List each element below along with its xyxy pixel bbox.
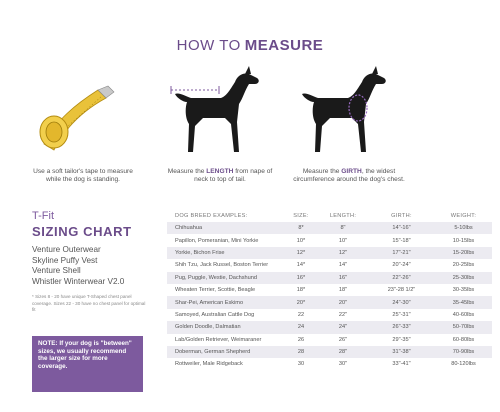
step-girth-post: , the widest circumference around the dog's chest. bbox=[293, 168, 405, 183]
cell-weight: 70-90lbs bbox=[452, 349, 475, 356]
header-girth: GIRTH: bbox=[391, 212, 412, 219]
table-row bbox=[167, 309, 492, 321]
cell-girth: 25"-31" bbox=[392, 311, 411, 318]
step-length-pre: Measure the bbox=[167, 168, 207, 175]
cell-size: 24 bbox=[297, 324, 305, 331]
cell-breed: Chihuahua bbox=[175, 225, 203, 232]
cell-weight: 35-45lbs bbox=[452, 299, 475, 306]
cell-size: 12* bbox=[296, 249, 306, 256]
cell-length: 24" bbox=[338, 324, 348, 331]
step-girth-pre: Measure the bbox=[302, 168, 342, 175]
cell-breed: Golden Doodle, Dalmatian bbox=[175, 324, 241, 331]
cell-size: 26 bbox=[297, 336, 305, 343]
cell-girth: 26"-33" bbox=[392, 324, 411, 331]
cell-girth: 33"-41" bbox=[392, 361, 411, 368]
table-row bbox=[167, 321, 492, 333]
cell-girth: 20"-24" bbox=[392, 262, 411, 269]
cell-girth: 17"-21" bbox=[392, 249, 411, 256]
cell-breed: Shih Tzu, Jack Russel, Boston Terrier bbox=[175, 262, 269, 269]
step-length-emph: LENGTH bbox=[206, 168, 234, 175]
cell-weight: 50-70lbs bbox=[452, 324, 475, 331]
cell-size: 18* bbox=[296, 287, 306, 294]
header-size: SIZE: bbox=[293, 212, 309, 219]
cell-size: 28 bbox=[297, 349, 305, 356]
product-item: Venture Outerwear bbox=[32, 245, 101, 254]
cell-size: 22 bbox=[297, 311, 305, 318]
cell-girth: 24"-30" bbox=[392, 299, 411, 306]
cell-girth: 15"-18" bbox=[392, 237, 411, 244]
cell-breed: Lab/Golden Retriever, Weimaraner bbox=[175, 336, 262, 343]
step-girth-caption bbox=[290, 168, 408, 184]
header-length: LENGTH: bbox=[329, 212, 357, 219]
table-body bbox=[167, 222, 492, 371]
cell-length: 22" bbox=[338, 311, 348, 318]
title-plain: HOW TO bbox=[176, 37, 241, 54]
tfit-label: T-Fit bbox=[32, 210, 54, 222]
cell-weight: 40-60lbs bbox=[452, 311, 475, 318]
page-title bbox=[0, 37, 500, 54]
cell-girth: 22"-26" bbox=[392, 274, 411, 281]
cell-weight: 25-30lbs bbox=[452, 274, 475, 281]
title-bold: MEASURE bbox=[244, 37, 324, 54]
table-row bbox=[167, 296, 492, 308]
header-breed: DOG BREED EXAMPLES: bbox=[175, 212, 248, 219]
cell-length: 28" bbox=[338, 349, 348, 356]
cell-breed: Wheaten Terrier, Scottie, Beagle bbox=[175, 287, 256, 294]
table-row bbox=[167, 334, 492, 346]
cell-breed: Samoyed, Australian Cattle Dog bbox=[175, 311, 255, 318]
cell-length: 10" bbox=[338, 237, 348, 244]
dog-length-illustration bbox=[165, 62, 275, 162]
cell-size: 8* bbox=[298, 225, 304, 232]
cell-girth: 29"-35" bbox=[392, 336, 411, 343]
dog-girth-illustration bbox=[292, 62, 402, 162]
cell-weight: 80-120lbs bbox=[451, 361, 476, 368]
cell-breed: Rottweiler, Male Ridgeback bbox=[175, 361, 243, 368]
step-tape-text: Use a soft tailor's tape to measure while the dog is standing. bbox=[33, 168, 133, 183]
cell-length: 18" bbox=[338, 287, 348, 294]
product-item: Whistler Winterwear V2.0 bbox=[32, 276, 125, 286]
cell-weight: 15-20lbs bbox=[452, 249, 475, 256]
step-length-caption bbox=[160, 168, 280, 184]
table-row bbox=[167, 346, 492, 358]
table-header bbox=[167, 209, 492, 222]
cell-length: 30" bbox=[338, 361, 348, 368]
cell-size: 14* bbox=[296, 262, 306, 269]
cell-breed: Shar-Pei, American Eskimo bbox=[175, 299, 244, 306]
product-item: Venture Shell bbox=[32, 266, 81, 275]
cell-size: 16* bbox=[296, 274, 306, 281]
cell-length: 12" bbox=[338, 249, 348, 256]
cell-length: 8" bbox=[340, 225, 346, 232]
table-row bbox=[167, 234, 492, 246]
cell-breed: Yorkie, Bichon Frise bbox=[175, 249, 225, 256]
sizing-chart-title: SIZING CHART bbox=[32, 224, 132, 239]
cell-weight: 10-15lbs bbox=[452, 237, 475, 244]
cell-length: 16" bbox=[338, 274, 348, 281]
table-row bbox=[167, 247, 492, 259]
product-list bbox=[32, 245, 124, 287]
cell-size: 30 bbox=[297, 361, 305, 368]
cell-length: 14" bbox=[338, 262, 348, 269]
table-row bbox=[167, 284, 492, 296]
tape-measure-icon bbox=[36, 80, 126, 155]
cell-breed: Doberman, German Shepherd bbox=[175, 349, 251, 356]
cell-weight: 20-25lbs bbox=[452, 262, 475, 269]
sizing-note: NOTE: If your dog is "between" sizes, we usually recommend the larger size for more coverage. bbox=[32, 336, 143, 392]
cell-size: 20* bbox=[296, 299, 306, 306]
table-row bbox=[167, 259, 492, 271]
table-row bbox=[167, 358, 492, 370]
cell-girth: 14"-16" bbox=[392, 225, 411, 232]
cell-weight: 60-80lbs bbox=[452, 336, 475, 343]
cell-weight: 30-35lbs bbox=[452, 287, 475, 294]
table-row bbox=[167, 272, 492, 284]
cell-girth: 23"-28 1/2" bbox=[387, 287, 416, 294]
cell-length: 26" bbox=[338, 336, 348, 343]
cell-length: 20" bbox=[338, 299, 348, 306]
header-weight: WEIGHT: bbox=[450, 212, 477, 219]
table-row bbox=[167, 222, 492, 234]
step-tape-caption bbox=[28, 168, 138, 184]
sizing-table bbox=[167, 209, 492, 371]
cell-weight: 5-10lbs bbox=[454, 225, 473, 232]
step-length-post: from nape of neck to top of tail. bbox=[194, 168, 273, 183]
cell-breed: Papillon, Pomeranian, Mini Yorkie bbox=[175, 237, 259, 244]
step-girth-emph: GIRTH bbox=[341, 168, 362, 175]
cell-breed: Pug, Puggle, Westie, Dachshund bbox=[175, 274, 257, 281]
cell-girth: 31"-38" bbox=[392, 349, 411, 356]
cell-size: 10* bbox=[296, 237, 306, 244]
product-item: Skyline Puffy Vest bbox=[32, 255, 98, 265]
size-footnote: * Sizes 8 - 20 have unique T-Shaped chest panel coverage. Sizes 22 - 30 have no chest panel for optimal fit bbox=[32, 294, 146, 313]
